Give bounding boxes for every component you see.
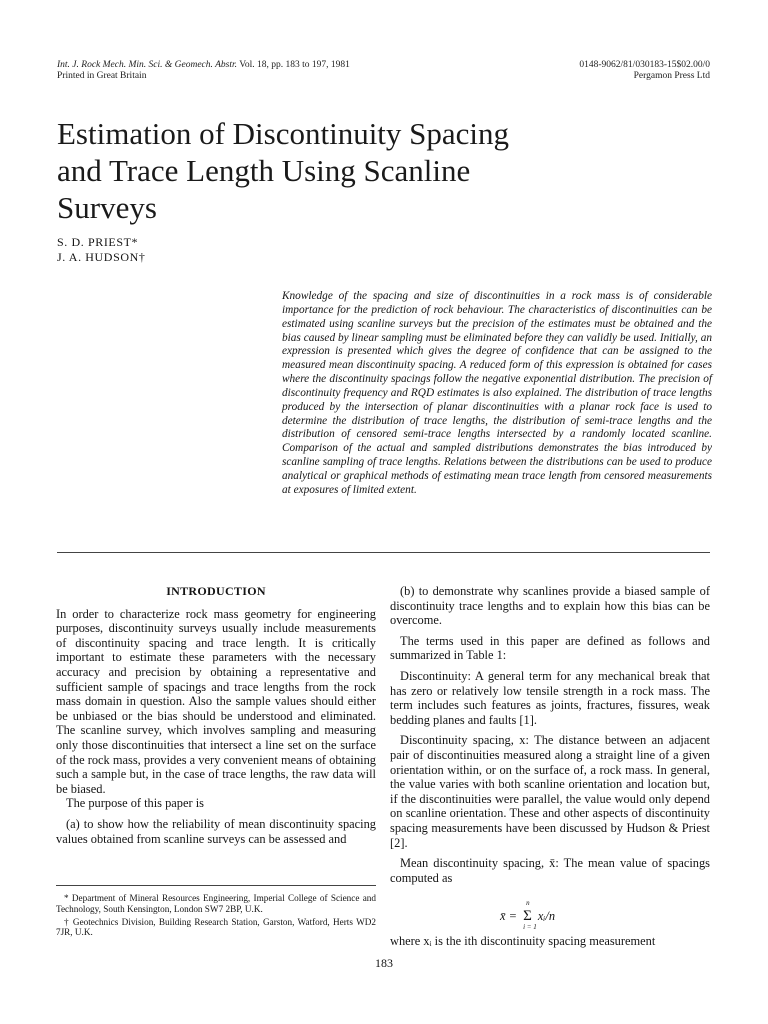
- right-paragraph-3: Discontinuity: A general term for any mechanical break that has zero or relatively low tensile strength in a rock mass. The term includes such features as joints, fractures, fissures, weak bedding planes and faults [1].: [390, 668, 710, 727]
- intro-paragraph-2: The purpose of this paper is: [66, 796, 204, 811]
- printed-note: Printed in Great Britain: [57, 71, 147, 81]
- footnote-divider: [56, 885, 376, 886]
- publisher-header: [579, 60, 710, 82]
- right-paragraph-6: where xᵢ is the ith discontinuity spacing measurement: [390, 934, 656, 948]
- left-column: [56, 584, 376, 852]
- right-paragraph-1: (b) to demonstrate why scanlines provide a biased sample of discontinuity trace lengths and to explain how this bias can be overcome.: [390, 584, 710, 628]
- abstract-divider: [57, 552, 710, 553]
- page-number: 183: [375, 956, 393, 970]
- summation-lower: i = 1: [523, 923, 537, 931]
- article-code: 0148-9062/81/030183-15$02.00/0: [579, 60, 710, 70]
- mean-spacing-equation: [500, 899, 556, 931]
- footnote-affiliation-2: † Geotechnics Division, Building Research Station, Garston, Watford, Herts WD2 7JR, U.K.: [56, 916, 376, 938]
- journal-header: [57, 60, 350, 82]
- right-paragraph-5: Mean discontinuity spacing, x̄: The mean value of spacings computed as: [390, 856, 710, 885]
- intro-paragraph-1: In order to characterize rock mass geometry for engineering purposes, discontinuity surveys usually include measurements of discontinuity spacing and trace length. It is critically important to estimate these parameters with the necessary accuracy and precision by obtaining a representative and sufficient sample of spacings and trace lengths from the rock mass domain in question. Also the sample values should either be unbiased or the bias should be understood and eliminated. The scanline survey, which involves sampling and measuring only those discontinuities that intersect a line set on the surface of the rock mass, provides a very convenient means of obtaining such a sample but, in the case of trace lengths, the raw data will be biased.: [56, 606, 376, 796]
- summation-sign: Σ: [523, 908, 532, 924]
- abstract: Knowledge of the spacing and size of discontinuities in a rock mass is of considerable importance for the prediction of rock behaviour. The characteristics of discontinuities can be estimated using scanline surveys but the precision of the estimates must be obtained and the bias caused by linear sampling must be eliminated before they can validly be used. Initially, an expression is presented which gives the degree of confidence that can be assigned to the measured mean discontinuity spacing. A reduced form of this expression is obtained for cases where the discontinuity spacings follow the negative exponential distribution. The precision of discontinuity frequency and RQD estimates is also explained. The distribution of trace lengths produced by the intersection of planar discontinuities with a planar rock face is used to determine the distribution of trace lengths, the distribution of semi-trace lengths and the distribution of censored semi-trace lengths intersected by a randomly located scanline. Comparison of the actual and sampled distributions demonstrates the bias introduced by scanline sampling of trace lengths. Relations between the distributions can be used to produce analytical or graphical methods of estimating mean trace length from censored measurements at exposures of limited extent.: [282, 290, 712, 496]
- footnotes: [56, 893, 376, 940]
- author-list: [57, 235, 145, 265]
- right-paragraph-2: The terms used in this paper are defined as follows and summarized in Table 1:: [390, 633, 710, 663]
- right-paragraph-4: Discontinuity spacing, x: The distance between an adjacent pair of discontinuities measured along a straight line of a given orientation within, or on the surface of, a rock mass. In general, the value varies with both scanline orientation and location but, if the discontinuities were parallel, the value would only depend on scanline orientation. These and other aspects of discontinuity spacing measurements have been discussed by Hudson & Priest [2].: [390, 733, 710, 850]
- summation-upper: n: [526, 899, 530, 907]
- title-line-2: and Trace Length Using Scanline: [57, 153, 471, 188]
- author-hudson: J. A. HUDSON†: [57, 250, 146, 264]
- title-line-1: Estimation of Discontinuity Spacing: [57, 116, 510, 151]
- title-line-3: Surveys: [57, 190, 157, 225]
- journal-name: Int. J. Rock Mech. Min. Sci. & Geomech. Abstr.: [57, 60, 238, 70]
- equation-lhs: x̄ =: [500, 909, 517, 923]
- paper-title: [57, 115, 657, 226]
- publisher-name: Pergamon Press Ltd: [633, 71, 710, 81]
- right-column: [390, 584, 710, 891]
- footnote-affiliation-1: * Department of Mineral Resources Engineering, Imperial College of Science and Technology, South Kensington, London SW7 2BP, U.K.: [56, 893, 376, 914]
- intro-paragraph-3: (a) to show how the reliability of mean discontinuity spacing values obtained from scanline surveys can be assessed and: [56, 816, 376, 846]
- introduction-heading: INTRODUCTION: [166, 584, 266, 598]
- journal-volume: Vol. 18, pp. 183 to 197, 1981: [239, 60, 350, 70]
- equation-rhs: xᵢ/n: [537, 909, 556, 923]
- summation-symbol: [523, 899, 537, 931]
- author-priest: S. D. PRIEST*: [57, 235, 139, 249]
